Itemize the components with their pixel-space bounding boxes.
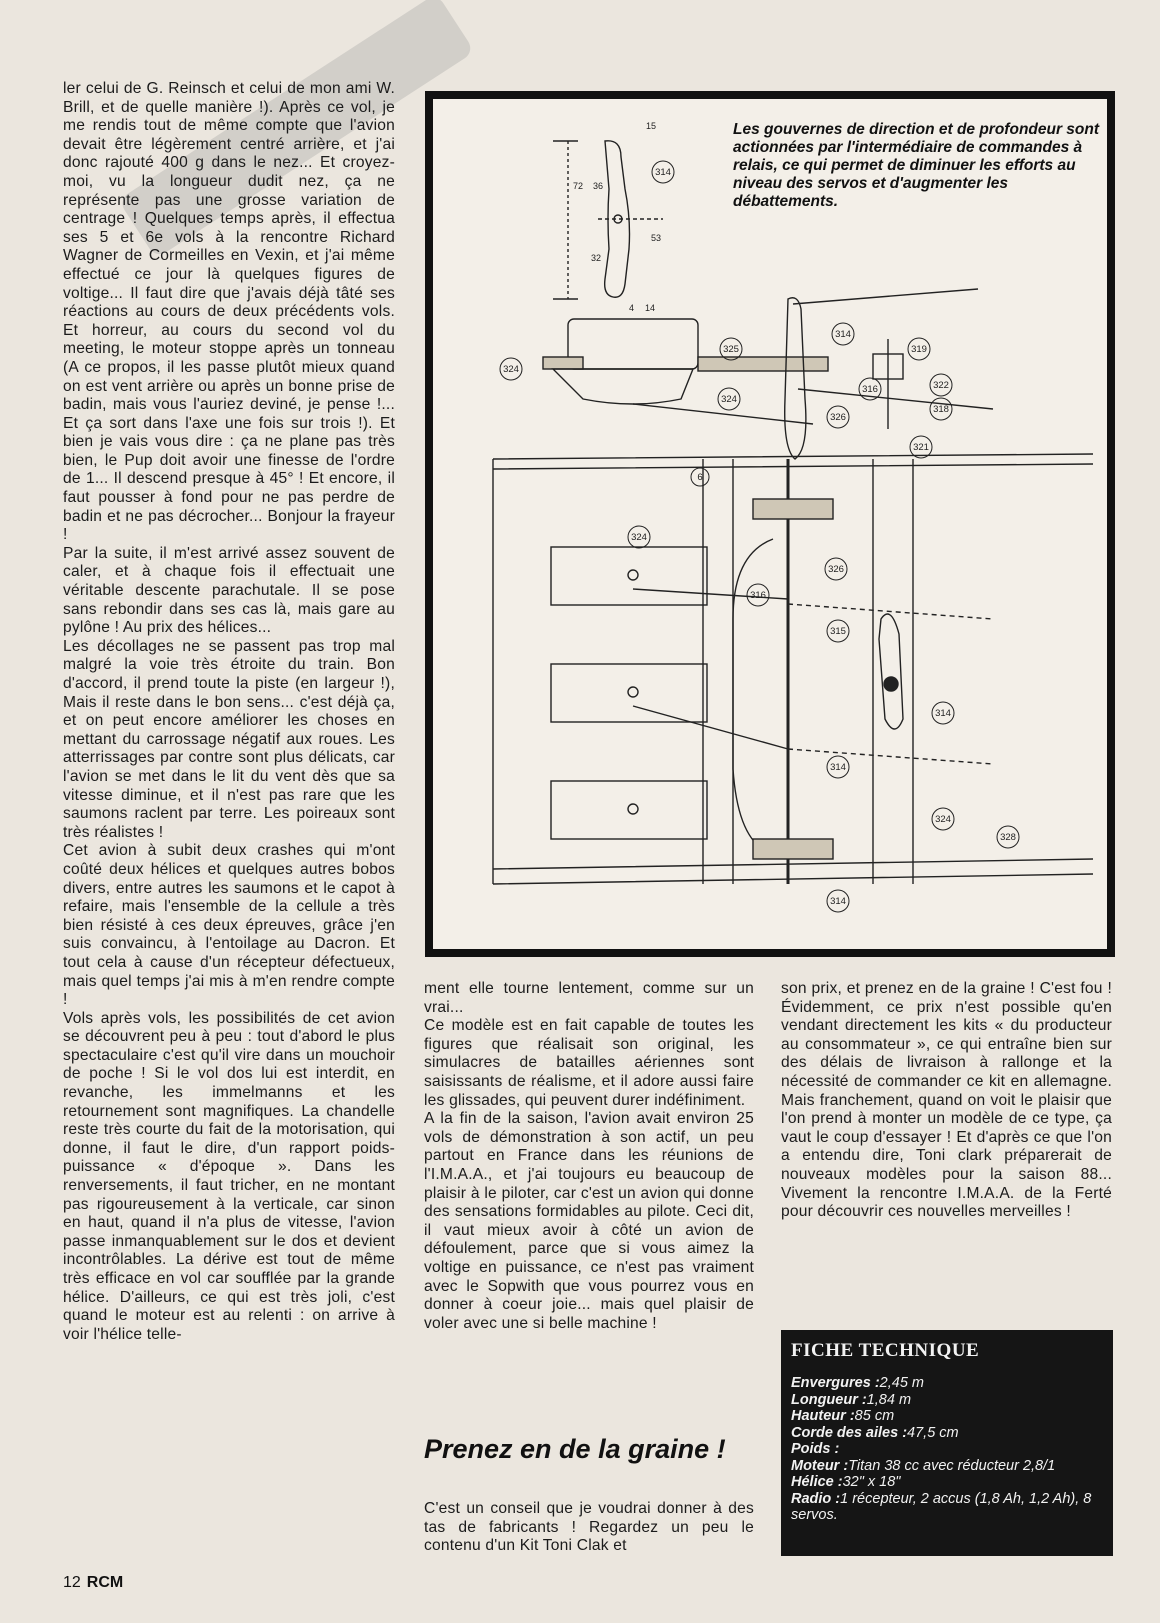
paragraph: son prix, et prenez en de la graine ! C'est fou ! Évidemment, ce prix n'est possible qu'en vendant directement les kits « du producteur au consommateur », ce qui entraîne bien sur des délais de livraison à rallonge et la nécessité de commander ce kit en allemagne. Mais franchement, quand on voit le plaisir que l'on prend à monter un modèle de ce type, ça vaut le coup d'essayer ! Et d'après ce que l'on a entendu dire, Toni clark préparerait de nouveaux modèles pour la saison 88... Vivement la rencontre I.M.A.A. de la Ferté pour découvrir ces nouvelles merveilles ! <box>781 980 1112 1221</box>
magazine-name: RCM <box>86 1574 124 1591</box>
callout-label: 325 <box>723 344 739 355</box>
callout-label: 324 <box>503 364 519 375</box>
right-text-column <box>781 980 1112 1222</box>
section-heading: Prenez en de la graine ! <box>424 1434 726 1464</box>
spec-value: Titan 38 cc avec réducteur 2,8/1 <box>848 1457 1056 1474</box>
spec-label: Moteur : <box>791 1457 849 1474</box>
spec-value: 85 cm <box>854 1408 895 1424</box>
callout-label: 318 <box>933 404 949 415</box>
spec-row <box>791 1425 1103 1442</box>
callout-label: 314 <box>830 896 846 907</box>
spec-label: Longueur : <box>791 1391 867 1408</box>
paragraph: Les décollages ne se passent pas trop mal malgré la voie très étroite du train. Bon d'accord, il prend toute la piste (en largeur !), Mais il reste dans le bon sens... c'est déjà ça, et on peut encore améliorer les choses en mettant du carrossage négatif aux roues. Les atterrissages par contre sont plus délicats, car l'avion se met dans le lit du vent dès que sa vitesse diminue, et il n'est pas rare que les saumons raclent par terre. Les poireaux sont très réalistes ! <box>63 637 395 841</box>
callout-label: 314 <box>655 167 671 178</box>
technical-drawing-figure <box>425 91 1115 957</box>
mount-block <box>543 357 583 369</box>
spec-value: 1 récepteur, 2 accus (1,8 Ah, 1,2 Ah), 8 servos. <box>791 1490 1092 1523</box>
paragraph: Ce modèle est en fait capable de toutes les figures que réalisait son original, les simulacres de batailles aériennes sont saisissants de réalisme, et il adore aussi faire les glissades, qui peuvent durer indéfiniment. <box>424 1017 754 1109</box>
middle-text-continuation <box>424 1500 754 1556</box>
servo-horn <box>628 570 638 580</box>
spec-label: Radio : <box>791 1490 841 1507</box>
relay-lever <box>879 614 903 729</box>
callout-label: 324 <box>935 814 951 825</box>
pushrod <box>788 749 993 764</box>
paragraph: Cet avion à subit deux crashes qui m'ont coûté deux hélices et quelques autres bobos divers, entre autres les saumons et le capot à refaire, mais l'ensemble de la cellule a très bien résisté à ces deux épreuves, grâce j'en suis convaincu, à l'entoilage au Dacron. Et tout cela à cause d'un récepteur défectueux, mais quel temps j'ai mis à m'en rendre compte ! <box>63 842 395 1009</box>
callout-label: 314 <box>830 762 846 773</box>
spec-row <box>791 1375 1103 1392</box>
block <box>753 499 833 519</box>
callout-label: 326 <box>830 412 846 423</box>
spec-label: Hélice : <box>791 1474 843 1490</box>
callout-label: 316 <box>750 590 766 601</box>
callout-label: 6 <box>697 472 703 483</box>
spec-row <box>791 1458 1103 1475</box>
middle-text-column <box>424 980 754 1333</box>
spec-label: Hauteur : <box>791 1408 855 1424</box>
callout-label: 316 <box>862 384 878 395</box>
servo-horn <box>628 687 638 697</box>
paragraph: Vols après vols, les possibilités de cet avion se découvrent peu à peu : tout d'abord le plus spectaculaire c'est qu'il vire dans un mouchoir de poche ! Si le vol dos lui est interdit, en revanche, les immelmanns et les retournement sont magnifiques. La chandelle reste très courte du fait de la motorisation, qui donne, il faut le dire, d'un rapport poids-puissance « d'époque ». Dans les renversements, il faut tricher, en ne montant pas rigoureusement à la verticale, car sinon en haut, quand il n'a plus de vitesse, l'avion passe inmanquablement sur le dos et devient incontrôlables. La dérive est tout de même très efficace en vol car soufflée par la grande hélice. D'ailleurs, ce qui est très joli, c'est quand le moteur est au relenti : on arrive à voir l'hélice telle- <box>63 1009 395 1343</box>
spec-row <box>791 1408 1103 1425</box>
fiche-technique-box <box>781 1330 1113 1556</box>
callout-label: 326 <box>828 564 844 575</box>
pivot-hub <box>884 677 898 691</box>
servo-1 <box>551 547 707 605</box>
pushrod <box>633 404 813 424</box>
relay-lever <box>785 298 806 459</box>
figure-caption: Les gouvernes de direction et de profondeur sont actionnées par l'intermédiaire de commandes à relais, ce qui permet de diminuer les efforts au niveau des servos et d'augmenter les débattements. <box>733 121 1100 210</box>
left-text-column <box>63 80 395 1344</box>
pushrod <box>793 289 978 304</box>
callout-label: 315 <box>830 626 846 637</box>
paragraph: Par la suite, il m'est arrivé assez souvent de caler, et à chaque fois il effectuait une véritable descente parachutale. Il se pose sans rebondir dans ses cas là, mais gare au pylône ! Au prix des hélices... <box>63 544 395 637</box>
cutout-curve <box>733 539 773 854</box>
callout-label: 328 <box>1000 832 1016 843</box>
spec-row <box>791 1491 1103 1524</box>
dimension-label: 36 <box>593 181 604 191</box>
page-number: 12 <box>63 1574 81 1591</box>
pushrod <box>633 706 788 749</box>
spec-label: Corde des ailes : <box>791 1424 908 1441</box>
spec-value: 1,84 m <box>866 1391 912 1408</box>
servo-2 <box>551 664 707 722</box>
spec-row <box>791 1392 1103 1409</box>
callout-label: 321 <box>913 442 929 453</box>
dimension-label: 32 <box>591 253 602 263</box>
spec-value: 2,45 m <box>879 1375 924 1391</box>
pushrod <box>798 389 993 409</box>
callout-label: 319 <box>911 344 927 355</box>
callout-label: 324 <box>631 532 647 543</box>
paragraph: ler celui de G. Reinsch et celui de mon ami W. Brill, et de quelle manière !). Après ce vol, je me rendis tout de même compte que l'avion devait être légèrement centré arrière, et j'ai donc rajouté 400 g dans le nez... Et croyez-moi, vu la longueur dudit nez, ça ne représente pas une grosse variation de centrage ! Quelques temps après, il effectua ses 5 et 6e vols à la rencontre Richard Wagner de Cormeilles en Vexin, et j'ai même effectué ce jour là quelques figures de voltige... Il faut dire que j'avais déjà tâté ses réactions au cours de deux précédents vols. Et horreur, au cours du second vol du meeting, le moteur stoppe après un tonneau (A ce propos, il les passe plutôt mieux quand on est vent arrière ou après un bonne prise de badin, mais vous l'auriez deviné, je pense !... Et ça sort dans l'axe une fois sur trois !). Et bien je vais vous dire : ça ne plane pas très bien, le Pup doit avoir une finesse de l'ordre de 1... Il descend presque à 45° ! Et encore, il faut pousser à fond pour ne pas perdre de badin et ne pas décrocher... Bonjour la frayeur ! <box>63 80 395 544</box>
callout-label: 314 <box>835 329 851 340</box>
drawing-svg <box>433 99 1107 949</box>
spec-label: Poids : <box>791 1441 840 1457</box>
callout-label: 322 <box>933 380 949 391</box>
spec-value: 47,5 cm <box>907 1424 959 1441</box>
callout-label: 324 <box>721 394 737 405</box>
servo-3 <box>551 781 707 839</box>
dimension-label: 53 <box>651 233 662 243</box>
paragraph: A la fin de la saison, l'avion avait environ 25 vols de démonstration à son actif, un peu partout en France dans les réunions de l'I.M.A.A., et j'ai toujours eu beaucoup de plaisir à le piloter, car c'est un avion qui donne des sensations formidables au pilote. Ceci dit, il vaut mieux avoir à côté un avion de défoulement, parce que si vous aimez la voltige en puissance, ce n'est pas vraiment avec le Sopwith que vous pourrez vous en donner à coeur joie... mais quel plaisir de voler avec une si belle machine ! <box>424 1110 754 1332</box>
servo-horn <box>628 804 638 814</box>
dimension-label: 72 <box>573 181 584 191</box>
servo-base <box>553 369 693 404</box>
fiche-title: FICHE TECHNIQUE <box>791 1340 980 1361</box>
spec-row <box>791 1441 1103 1458</box>
plank <box>698 357 828 371</box>
spec-label: Envergures : <box>791 1375 880 1391</box>
paragraph: C'est un conseil que je voudrai donner à des tas de fabricants ! Regardez un peu le contenu d'un Kit Toni Clak et <box>424 1500 754 1555</box>
spec-row <box>791 1474 1103 1491</box>
servo-body <box>568 319 698 369</box>
block <box>753 839 833 859</box>
pushrod <box>788 604 993 619</box>
dimension-label: 15 <box>646 121 657 131</box>
paragraph: ment elle tourne lentement, comme sur un vrai... <box>424 980 754 1016</box>
callout-label: 314 <box>935 708 951 719</box>
page-folio <box>63 1574 123 1592</box>
dimension-label: 14 <box>645 303 656 313</box>
dimension-label: 4 <box>629 303 635 313</box>
spec-value: 32" x 18" <box>842 1474 901 1490</box>
